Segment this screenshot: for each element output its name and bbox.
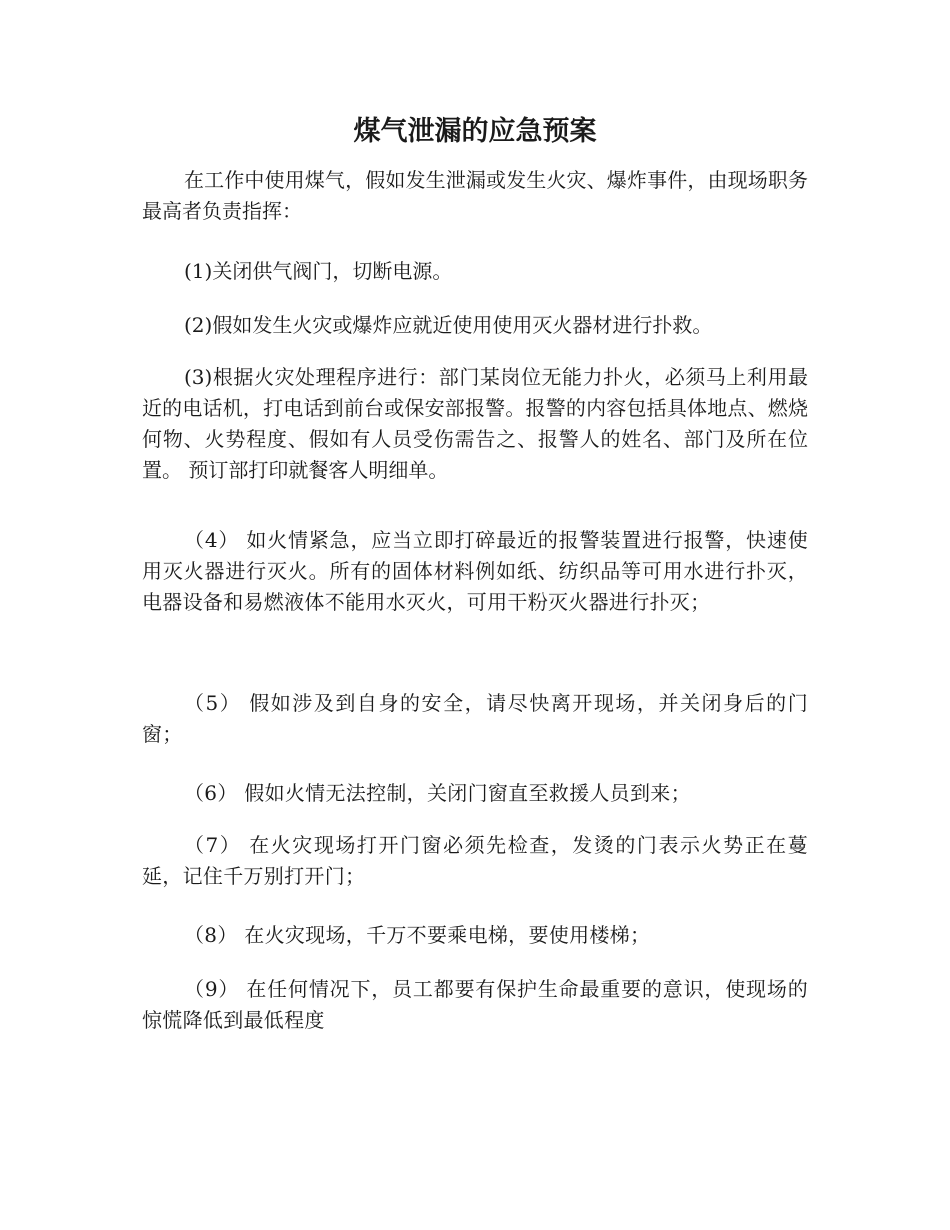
document-title: 煤气泄漏的应急预案 (353, 116, 597, 147)
step-5-paragraph: （5） 假如涉及到自身的安全，请尽快离开现场，并关闭身后的门窗； (142, 691, 808, 746)
step-6-paragraph: （6） 假如火情无法控制，关闭门窗直至救援人员到来； (184, 781, 691, 805)
step-4-paragraph: （4） 如火情紧急，应当立即打碎最近的报警装置进行报警，快速使用灭火器进行灭火。所有的固体材料例如纸、纺织品等可用水进行扑灭，电器设备和易燃液体不能用水灭火，可用干粉灭火器进行扑灭； (142, 528, 808, 614)
step-1-paragraph: (1)关闭供气阀门，切断电源。 (184, 259, 453, 283)
step-7-paragraph: （7） 在火灾现场打开门窗必须先检查，发烫的门表示火势正在蔓延，记住千万别打开门； (142, 833, 808, 888)
step-8-paragraph: （8） 在火灾现场，千万不要乘电梯，要使用楼梯； (184, 923, 651, 947)
step-9-paragraph: （9） 在任何情况下，员工都要有保护生命最重要的意识，使现场的惊慌降低到最低程度 (142, 977, 808, 1032)
step-2-paragraph: (2)假如发生火灾或爆炸应就近使用使用灭火器材进行扑救。 (184, 313, 713, 337)
intro-paragraph: 在工作中使用煤气，假如发生泄漏或发生火灾、爆炸事件，由现场职务最高者负责指挥： (142, 168, 808, 223)
step-3-paragraph: (3)根据火灾处理程序进行：部门某岗位无能力扑火，必须马上利用最近的电话机，打电话到前台或保安部报警。报警的内容包括具体地点、燃烧何物、火势程度、假如有人员受伤需告之、报警人的姓名、部门及所在位置。 预订部打印就餐客人明细单。 (142, 365, 808, 482)
